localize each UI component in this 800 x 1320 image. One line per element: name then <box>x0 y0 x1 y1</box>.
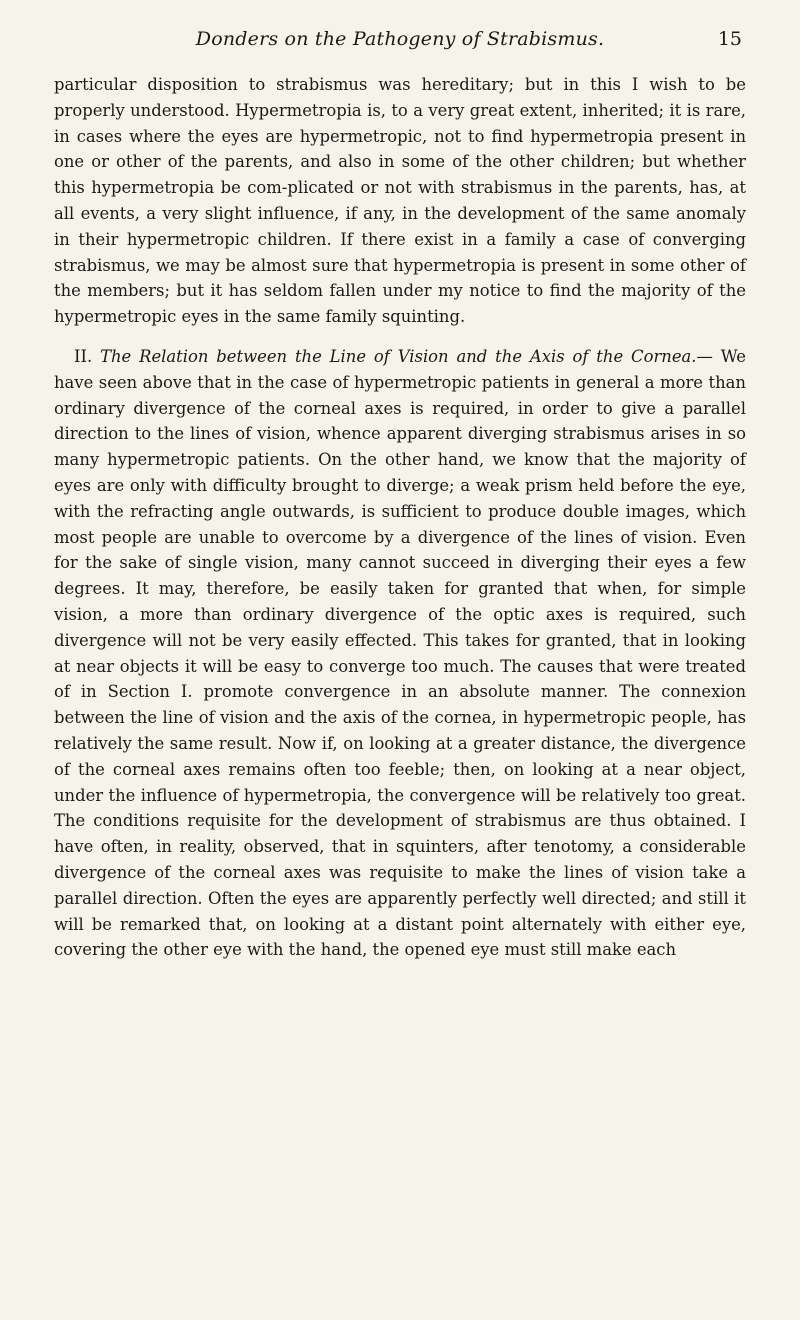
running-title: Donders on the Pathogeny of Strabismus. <box>195 28 605 50</box>
section-label: II. <box>74 346 93 366</box>
section-heading: The Relation between the Line of Vision and the Axis of the Cornea.— <box>100 346 713 366</box>
running-header <box>54 28 746 58</box>
page-number: 15 <box>717 28 742 50</box>
section-paragraph <box>54 344 746 963</box>
section-body-text: We have seen above that in the case of hypermetropic patients in general a more than ordinary divergence of the corneal axes is required, in order to give a parallel direction to the lines of vision, whence apparent diverging strabismus arises in so many hypermetropic patients. On the other hand, we know that the majority of eyes are only with difficulty brought to diverge; a weak prism held before the eye, with the refracting angle outwards, is sufficient to produce double images, which most people are unable to overcome by a divergence of the lines of vision. Even for the sake of single vision, many cannot succeed in diverging their eyes a few degrees. It may, therefore, be easily taken for granted that when, for simple vision, a more than ordinary divergence of the optic axes is required, such divergence will not be very easily effected. This takes for granted, that in looking at near objects it will be easy to converge too much. The causes that were treated of in Section I. promote convergence in an absolute manner. The connexion between the line of vision and the axis of the cornea, in hypermetropic people, has relatively the same result. Now if, on looking at a greater distance, the divergence of the corneal axes remains often too feeble; then, on looking at a near object, under the influence of hypermetropia, the convergence will be relatively too great. The conditions requisite for the development of strabismus are thus obtained. I have often, in reality, observed, that in squinters, after tenotomy, a considerable divergence of the corneal axes was requisite to make the lines of vision take a parallel direction. Often the eyes are apparently perfectly well directed; and still it will be remarked that, on looking at a distant point alternately with either eye, covering the other eye with the hand, the opened eye must still make each <box>54 346 747 960</box>
paragraph-continuation: particular disposition to strabismus was hereditary; but in this I wish to be properly understood. Hypermetropia is, to a very great extent, inherited; it is rare, in cases where the eyes are hypermetropic, not to find hypermetropia present in one or other of the parents, and also in some of the other children; but whether this hypermetropia be com-plicated or not with strabismus in the parents, has, at all events, a very slight influence, if any, in the development of the same anomaly in their hypermetropic children. If there exist in a family a case of converging strabismus, we may be almost sure that hypermetropia is present in some other of the members; but it has seldom fallen under my notice to find the majority of the hypermetropic eyes in the same family squinting. <box>54 75 746 327</box>
